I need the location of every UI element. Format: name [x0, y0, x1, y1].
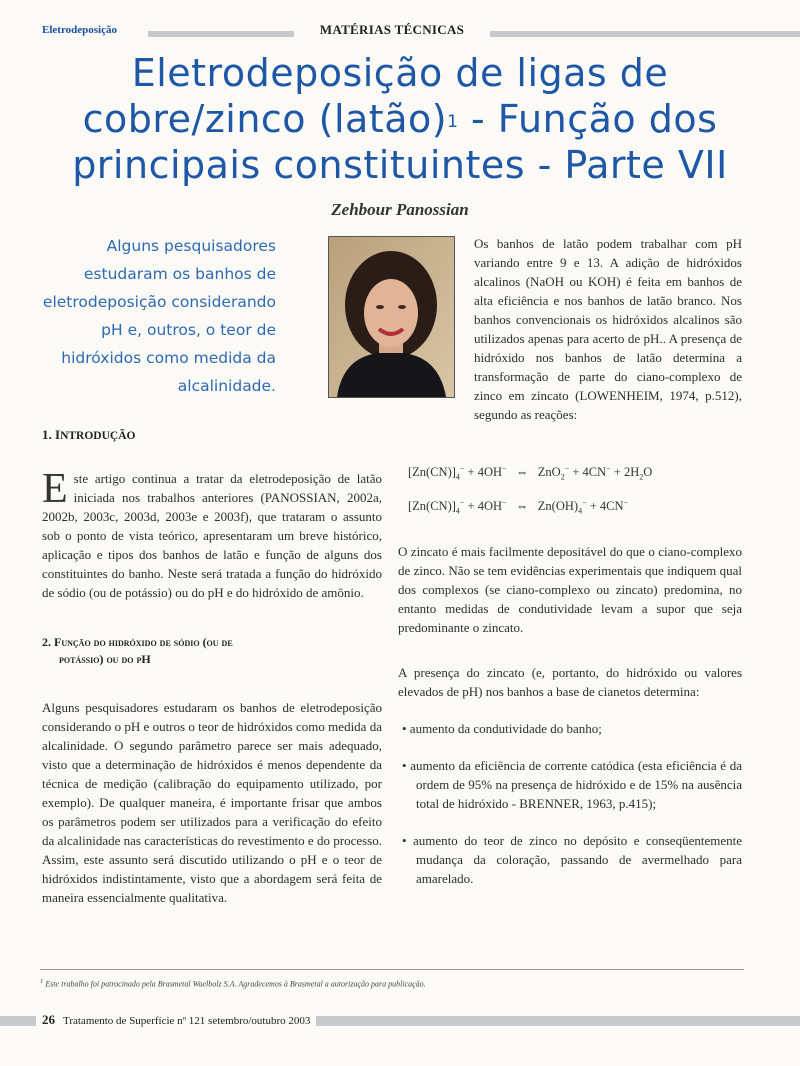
reaction-equation-2: $[Zn(CN)]_4^- + 4OH^-$ ⇔ $Zn(OH)_4^- + 4CN^-$ [408, 498, 629, 516]
footnote-rule [40, 969, 744, 970]
footer [36, 1012, 316, 1028]
header-bar-right [490, 31, 800, 37]
title-line-2a: cobre/zinco (latão) [82, 97, 448, 141]
paragraph-ph-range: Os banhos de latão podem trabalhar com pH variando entre 9 e 13. A adição de hidróxidos alcalinos (NaOH ou KOH) é feita em banhos de alta eficiência e nos banhos de latão branco. Nos banhos convencionais os hidróxidos alcalinos são utilizados apenas para acerto de pH.. A presença de hidróxido nos banhos de latão determina a transformação de parte do ciano-complexo de zinco em zincato (LOWENHEIM, 1974, p.512), segundo as reações: [474, 236, 742, 422]
bullet-item: • aumento da eficiência de corrente catódica (esta eficiência é da ordem de 95% na presença de hidróxido e de 15% na ausência total de hidróxido - BRENNER, 1963, p.415); [402, 758, 742, 811]
title-footnote-mark: 1 [447, 112, 459, 132]
section-2-text: Alguns pesquisadores estudaram os banhos de eletrodeposição considerando o pH e outros o teor de hidróxidos como medida da alcalinidade. O segundo parâmetro parece ser mais adequado, visto que a determinação de hidróxidos é menos dependente da técnica de medição (calibração do equipamento utilizado, por exemplo). De qualquer maneira, é importante frisar que ambos os parâmetros podem ser utilizados para a verificação do efeito da alcalinidade nas características do revestimento e do processo. Assim, este assunto será discutido utilizando o pH e o teor de hidróxidos indistintamente, visto que a abordagem será feita de maneira essencialmente qualitativa. [42, 700, 382, 905]
title-line-3: principais constituintes - Parte VII [72, 143, 728, 187]
bullet-item: • aumento do teor de zinco no depósito e conseqüentemente mudança da coloração, passando de avermelhado para amarelado. [402, 833, 742, 886]
section-1-text: Este artigo continua a tratar da eletrodeposição de latão iniciada nos trabalhos anteriores (PANOSSIAN, 2002a, 2002b, 2003c, 2003d, 2003e e 2003f), que trataram o assunto sob o ponto de vista teórico, apresentaram um breve histórico, aplicação e tipos dos banhos de latão e função de alguns dos constituintes do banho. Neste será tratada a função do hidróxido de sódio (ou de potássio) ou do pH e do hidróxido de amônio. [42, 466, 382, 600]
right-column-bottom [398, 542, 742, 888]
title-line-2b: - Função dos [458, 97, 718, 141]
portrait-image [329, 237, 454, 397]
journal-info: Tratamento de Superfície nº 121 setembro/outubro 2003 [63, 1015, 311, 1027]
author-name: Zehbour Panossian [331, 200, 469, 219]
category-title: MATÉRIAS TÉCNICAS [319, 22, 465, 37]
paragraph-presenca: A presença do zincato (e, portanto, do hidróxido ou valores elevados de pH) nos banhos a base de cianetos determina: [398, 665, 742, 699]
section-1-heading: 1. INTRODUÇÃO [42, 427, 136, 442]
section-2-heading-line-1: 2. Função do hidróxido de sódio (ou de [42, 635, 233, 649]
footnote: $^1$ Este trabalho foi patrocinado pela Brasmetal Waelbolz S.A. Agradecemos à Brasmetal a autorização para publicação. [40, 978, 426, 989]
right-column-top [474, 234, 742, 424]
section-tag: Eletrodeposição [42, 24, 117, 36]
reaction-equation-1: $[Zn(CN)]_4^- + 4OH^-$ ⇔ $ZnO_2^- + 4CN^- + 2H_2O$ [408, 464, 653, 482]
drop-cap: E [42, 466, 68, 512]
section-2-heading-line-2: potássio) ou do pH [59, 652, 151, 666]
equilibrium-arrow: ⇔ [515, 465, 529, 480]
paragraph-zincato: O zincato é mais facilmente depositável do que o ciano-complexo de zinco. Não se tem evidências experimentais que indiquem qual dos complexos (se ciano-complexo ou zincato) predomina, no entanto medidas de condutividade levam a supor que seja predominante o zincato. [398, 544, 742, 635]
section-2-heading [42, 634, 382, 668]
bullet-item: • aumento da condutividade do banho; [402, 721, 602, 736]
pull-quote: Alguns pesquisadores estudaram os banhos de eletrodeposição considerando pH e, outros, o teor de hidróxidos como medida da alcalinidade. [42, 237, 276, 395]
author-photo [328, 236, 455, 398]
title-line-1: Eletrodeposição de ligas de [131, 51, 669, 95]
header-bar-left [148, 31, 294, 37]
page-number: 26 [42, 1012, 55, 1027]
equilibrium-arrow: ⇔ [515, 499, 529, 514]
article-title [40, 50, 760, 188]
left-column [42, 426, 382, 907]
